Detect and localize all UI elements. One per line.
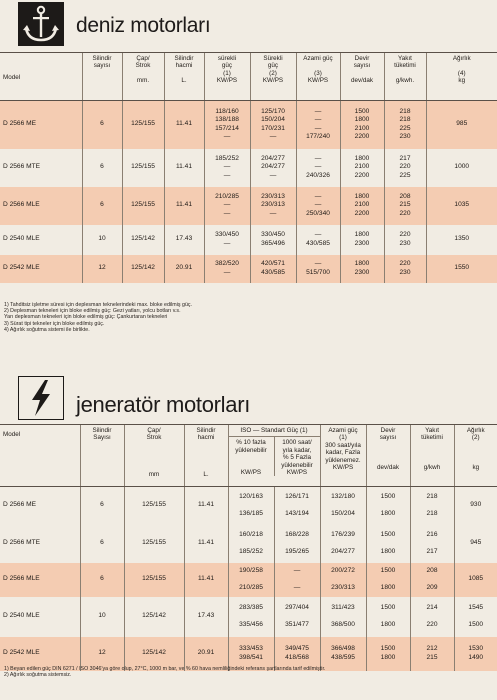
displacement-cell: 11.41: [184, 563, 228, 597]
col-fuel-consumption: Yakıt tüketimi g/kwh.: [384, 53, 426, 101]
fuel-cell: 220 230: [384, 255, 426, 283]
bore-stroke-cell: 125/155: [122, 187, 164, 225]
col-iso-standard-power: ISO — Standart Güç (1) % 10 fazla yüklenebilir KW/PS 1000 saat/ yıla kadar, % 5 Fazla yüklenebilir KW/PS: [228, 425, 320, 487]
anchor-logo-icon: [18, 2, 64, 46]
max-power-cell: 311/423 368/500: [320, 597, 366, 637]
col-bore-stroke: Çap/ Strok mm: [124, 425, 184, 487]
displacement-cell: 20.91: [164, 255, 204, 283]
col-continuous-power-1: sürekli güç (1) KW/PS: [204, 53, 250, 101]
cylinders-cell: 12: [82, 255, 122, 283]
rpm-cell: 1500 1800: [366, 563, 410, 597]
cylinders-cell: 6: [82, 187, 122, 225]
model-cell: D 2566 MTE: [3, 163, 41, 171]
rpm-cell: 1800 2100 2200: [340, 149, 384, 187]
table-row: [0, 563, 497, 597]
cylinders-cell: 6: [80, 487, 124, 525]
cylinders-cell: 6: [80, 563, 124, 597]
model-cell: D 2542 MLE: [0, 637, 80, 671]
displacement-cell: 20.91: [184, 637, 228, 671]
fuel-cell: 208 215 220: [384, 187, 426, 225]
col-cylinders: Silindir Sayısı: [80, 425, 124, 487]
table-row: [0, 597, 497, 637]
model-cell: D 2542 MLE: [0, 255, 82, 283]
iso-10pct-cell: 333/453 398/541: [228, 637, 274, 671]
footnotes: [4, 302, 192, 333]
col-weight: Ağırlık (4) kg: [426, 53, 497, 101]
footnotes: [4, 666, 325, 678]
cylinders-cell: 12: [80, 637, 124, 671]
continuous-power-2-cell: 420/571 430/585: [250, 255, 296, 283]
displacement-cell: 11.41: [164, 187, 204, 225]
bore-stroke-cell: 125/155: [124, 487, 184, 525]
iso-1000h-cell: 168/228 195/265: [274, 525, 320, 563]
col-max-power: Azami güç (1) 300 saat/yıla kadar, Fazla yüklenemez. KW/PS: [320, 425, 366, 487]
model-cell: D 2566 ME: [3, 501, 36, 509]
table-row: [0, 149, 497, 187]
weight-cell: 1000: [426, 149, 497, 187]
displacement-cell: 11.41: [184, 487, 228, 525]
iso-1000h-cell: — —: [274, 563, 320, 597]
continuous-power-1-cell: 382/520 —: [204, 255, 250, 283]
bore-stroke-cell: 125/155: [122, 101, 164, 149]
footnote-line: 2) Ağırlık soğutma sistemsiz.: [4, 672, 72, 679]
max-power-cell: 200/272 230/313: [320, 563, 366, 597]
weight-cell: 1545 1500: [454, 597, 497, 637]
bore-stroke-cell: 125/155: [124, 525, 184, 563]
col-fuel-consumption: Yakıt tüketimi g/kwh: [410, 425, 454, 487]
rpm-cell: 1500 1800 2100 2200: [340, 101, 384, 149]
table-body: [0, 487, 497, 671]
cylinders-cell: 10: [80, 597, 124, 637]
fuel-cell: 218 218: [410, 487, 454, 525]
footnote-line: Yarı deplesman tekneleri için bloke edilmiş güç: Çankurtaran tekneleri: [4, 314, 168, 321]
max-power-cell: — — 240/326: [296, 149, 340, 187]
fuel-cell: 208 209: [410, 563, 454, 597]
bore-stroke-cell: 125/142: [124, 597, 184, 637]
max-power-cell: 132/180 150/204: [320, 487, 366, 525]
max-power-cell: 176/239 204/277: [320, 525, 366, 563]
rpm-cell: 1800 2300: [340, 255, 384, 283]
footnote-line: 3) Sürat tipi tekneler için bloke edilmiş güç.: [4, 320, 105, 327]
bore-stroke-cell: 125/155: [124, 563, 184, 597]
col-model: Model: [0, 425, 80, 487]
displacement-cell: 17.43: [164, 225, 204, 255]
bore-stroke-cell: 125/155: [122, 149, 164, 187]
page-title: jeneratör motorları: [76, 392, 251, 417]
footnote-line: 1) Beyan edilen güç DIN 6271 / ISO 3046'ya göre olup, 27°C, 1000 m bar, ve % 60 hava nemliliğindeki referans şartlarında tarif edilmiştir.: [4, 666, 326, 672]
model-cell: D 2540 MLE: [3, 612, 40, 620]
fuel-cell: 214 220: [410, 597, 454, 637]
col-model: Model: [0, 53, 82, 101]
rpm-cell: 1500 1800: [366, 597, 410, 637]
displacement-cell: 17.43: [184, 597, 228, 637]
marine-engines-table: [0, 52, 497, 283]
max-power-cell: — 515/700: [296, 255, 340, 283]
continuous-power-2-cell: 125/170 150/204 170/231 —: [250, 101, 296, 149]
rpm-cell: 1500 1800: [366, 637, 410, 671]
max-power-cell: — — — 177/240: [296, 101, 340, 149]
continuous-power-1-cell: 210/285 — —: [204, 187, 250, 225]
col-displacement: Silindir hacmi L.: [184, 425, 228, 487]
model-cell: D 2566 ME: [0, 101, 82, 149]
fuel-cell: 218 218 225 230: [384, 101, 426, 149]
rpm-cell: 1500 1800: [366, 525, 410, 563]
displacement-cell: 11.41: [164, 101, 204, 149]
continuous-power-2-cell: 204/277 204/277 —: [250, 149, 296, 187]
weight-cell: 945: [454, 525, 497, 563]
fuel-cell: 220 230: [384, 225, 426, 255]
continuous-power-1-cell: 118/160 138/188 157/214 —: [204, 101, 250, 149]
lightning-logo-icon: [18, 376, 64, 420]
page-title: deniz motorları: [76, 14, 211, 37]
col-cylinders: Silindir sayısı: [82, 53, 122, 101]
continuous-power-1-cell: 185/252 — —: [204, 149, 250, 187]
table-body: [0, 101, 497, 283]
footnote-line: 4) Ağırlık soğutma sistemi ile birlikte.: [4, 326, 90, 333]
rpm-cell: 1800 2300: [340, 225, 384, 255]
weight-cell: 1350: [426, 225, 497, 255]
max-power-cell: — — 250/340: [296, 187, 340, 225]
model-cell: D 2540 MLE: [3, 235, 40, 243]
footnote-line: 2) Deplesman tekneleri için bloke edilmiş güç: Gezi yatları, yolcu botları v.s.: [4, 308, 181, 315]
table-row: [0, 187, 497, 225]
continuous-power-2-cell: 230/313 230/313 —: [250, 187, 296, 225]
section-header: [0, 370, 497, 424]
table-row: [0, 487, 497, 525]
rpm-cell: 1800 2100 2200: [340, 187, 384, 225]
section-header: [0, 0, 497, 50]
col-continuous-power-2: Sürekli güç (2) KW/PS: [250, 53, 296, 101]
rpm-cell: 1500 1800: [366, 487, 410, 525]
fuel-cell: 217 220 225: [384, 149, 426, 187]
generator-engines-table: [0, 424, 497, 671]
col-rpm: Devir sayısı dev/dak: [340, 53, 384, 101]
table-row: [0, 525, 497, 563]
displacement-cell: 11.41: [164, 149, 204, 187]
fuel-cell: 216 217: [410, 525, 454, 563]
weight-cell: 1550: [426, 255, 497, 283]
table-row: [0, 225, 497, 255]
table-row: [0, 101, 497, 149]
bore-stroke-cell: 125/142: [124, 637, 184, 671]
col-rpm: Devir sayısı dev/dak: [366, 425, 410, 487]
col-bore-stroke: Çap/ Strok mm.: [122, 53, 164, 101]
bore-stroke-cell: 125/142: [122, 255, 164, 283]
col-max-power: Azami güç (3) KW/PS: [296, 53, 340, 101]
cylinders-cell: 6: [80, 525, 124, 563]
bore-stroke-cell: 125/142: [122, 225, 164, 255]
cylinders-cell: 6: [82, 149, 122, 187]
iso-1000h-cell: 297/404 351/477: [274, 597, 320, 637]
iso-10pct-cell: 160/218 185/252: [228, 525, 274, 563]
cylinders-cell: 6: [82, 101, 122, 149]
cylinders-cell: 10: [82, 225, 122, 255]
col-weight: Ağırlık (2) kg: [454, 425, 497, 487]
weight-cell: 930: [454, 487, 497, 525]
weight-cell: 1085: [454, 563, 497, 597]
iso-10pct-cell: 120/163 136/185: [228, 487, 274, 525]
weight-cell: 1035: [426, 187, 497, 225]
model-cell: D 2566 MLE: [0, 563, 80, 597]
max-power-cell: — 430/585: [296, 225, 340, 255]
footnote-line: 1) Tahditsiz işletme süresi için deplesman teknelerindeki max. bloke edilmiş güç.: [4, 302, 193, 308]
weight-cell: 1530 1490: [454, 637, 497, 671]
iso-1000h-cell: 126/171 143/194: [274, 487, 320, 525]
weight-cell: 985: [426, 101, 497, 149]
continuous-power-1-cell: 330/450 —: [204, 225, 250, 255]
iso-1000h-cell: 349/475 418/568: [274, 637, 320, 671]
generator-engines-section: [0, 370, 497, 700]
iso-10pct-cell: 190/258 210/285: [228, 563, 274, 597]
col-displacement: Silindir hacmi L.: [164, 53, 204, 101]
model-cell: D 2566 MTE: [3, 539, 41, 547]
fuel-cell: 212 215: [410, 637, 454, 671]
iso-10pct-cell: 283/385 335/456: [228, 597, 274, 637]
displacement-cell: 11.41: [184, 525, 228, 563]
max-power-cell: 366/498 438/595: [320, 637, 366, 671]
model-cell: D 2566 MLE: [0, 187, 82, 225]
continuous-power-2-cell: 330/450 365/496: [250, 225, 296, 255]
table-row: [0, 255, 497, 283]
